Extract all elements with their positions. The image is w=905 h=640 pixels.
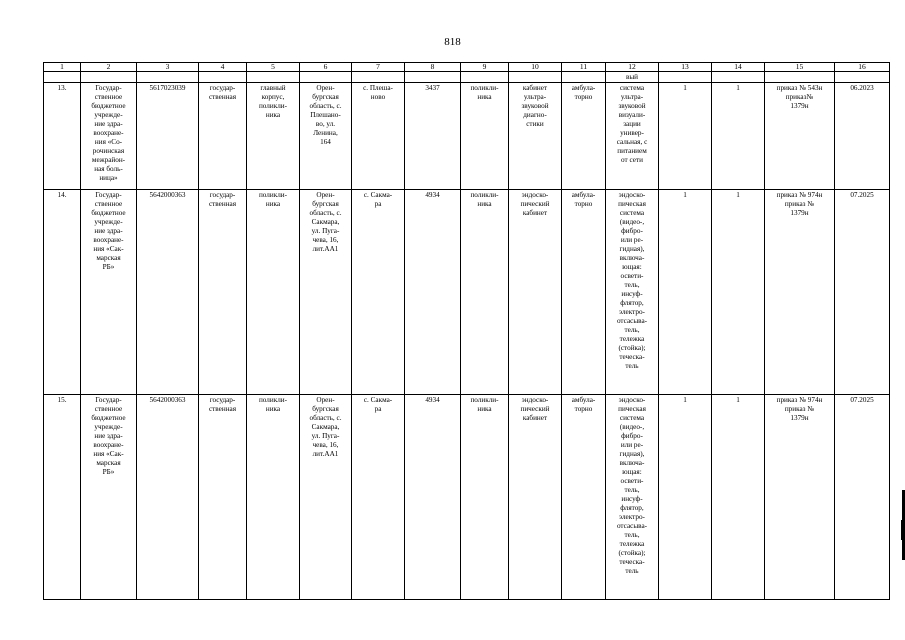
equipment: эндоско- пическая система (видео-, фибро- или ре- гидная), включа- ющая: освети- тель, инсуф- флятор, электро- отсасыва- тель, тележка (стойка); теческа- тель: [606, 395, 659, 600]
quantity: 1: [712, 190, 765, 395]
row-number: 15.: [44, 395, 81, 600]
column-number: 10: [509, 63, 562, 72]
column-number: 11: [562, 63, 606, 72]
equipment-table: [43, 62, 890, 600]
quantity: 1: [659, 190, 712, 395]
locality: с. Сакма- ра: [352, 395, 405, 600]
continuation-row: [44, 72, 890, 83]
column-number: 9: [461, 63, 509, 72]
ownership: государ- ственная: [199, 395, 247, 600]
room: кабинет ультра- звуковой диагно- стики: [509, 83, 562, 190]
building: поликли- ника: [247, 190, 300, 395]
address: Орен- бургская область, с. Сакмара, ул. Пуга- чева, 16, лит.АА1: [300, 395, 352, 600]
address: Орен- бургская область, с. Сакмара, ул. Пуга- чева, 16, лит.АА1: [300, 190, 352, 395]
quantity: 1: [712, 83, 765, 190]
column-number: 1: [44, 63, 81, 72]
table-row: [44, 395, 890, 600]
equipment: система ультра- звуковой визуали- зации универ- сальная, с питанием от сети: [606, 83, 659, 190]
code: 4934: [405, 395, 461, 600]
code: 3437: [405, 83, 461, 190]
room: эндоско- пический кабинет: [509, 395, 562, 600]
order: приказ № 543н приказ№ 1379н: [765, 83, 835, 190]
column-number: 16: [835, 63, 890, 72]
quantity: 1: [659, 83, 712, 190]
row-number: 13.: [44, 83, 81, 190]
page-number: 818: [444, 36, 461, 48]
room: эндоско- пический кабинет: [509, 190, 562, 395]
column-number: 6: [300, 63, 352, 72]
column-number: 3: [137, 63, 199, 72]
quantity: 1: [659, 395, 712, 600]
table-row: [44, 83, 890, 190]
equipment: эндоско- пическая система (видео-, фибро- или ре- гидная), включа- ющая: освети- тель, инсуф- флятор, электро- отсасыва- тель, тележка (стойка); теческа- тель: [606, 190, 659, 395]
column-number: 5: [247, 63, 300, 72]
locality: с. Сакма- ра: [352, 190, 405, 395]
care-type: амбула- торно: [562, 190, 606, 395]
column-number: 2: [81, 63, 137, 72]
column-number: 13: [659, 63, 712, 72]
quantity: 1: [712, 395, 765, 600]
ownership: государ- ственная: [199, 190, 247, 395]
ownership: государ- ственная: [199, 83, 247, 190]
row-number: 14.: [44, 190, 81, 395]
inn: 5642000363: [137, 190, 199, 395]
locality: с. Плеша- ново: [352, 83, 405, 190]
table-row: [44, 190, 890, 395]
column-number: 4: [199, 63, 247, 72]
unit: поликли- ника: [461, 395, 509, 600]
order: приказ № 974н приказ № 1379н: [765, 190, 835, 395]
building: главный корпус, поликли- ника: [247, 83, 300, 190]
unit: поликли- ника: [461, 83, 509, 190]
care-type: амбула- торно: [562, 83, 606, 190]
continuation-text: вый: [606, 72, 659, 83]
column-number: 8: [405, 63, 461, 72]
column-number: 15: [765, 63, 835, 72]
inn: 5642000363: [137, 395, 199, 600]
care-type: амбула- торно: [562, 395, 606, 600]
order: приказ № 974н приказ № 1379н: [765, 395, 835, 600]
date: 07.2025: [835, 190, 890, 395]
column-number: 14: [712, 63, 765, 72]
organization-name: Государ- ственное бюджетное учрежде- ние здра- воохране- ния «Со- рочинская межрайон- ная боль- ница»: [81, 83, 137, 190]
column-number: 7: [352, 63, 405, 72]
building: поликли- ника: [247, 395, 300, 600]
code: 4934: [405, 190, 461, 395]
organization-name: Государ- ственное бюджетное учрежде- ние здра- воохране- ния «Сак- марская РБ»: [81, 395, 137, 600]
organization-name: Государ- ственное бюджетное учрежде- ние здра- воохране- ния «Сак- марская РБ»: [81, 190, 137, 395]
date: 06.2023: [835, 83, 890, 190]
column-number: 12: [606, 63, 659, 72]
unit: поликли- ника: [461, 190, 509, 395]
date: 07.2025: [835, 395, 890, 600]
column-number-row: [44, 63, 890, 72]
inn: 5617023039: [137, 83, 199, 190]
scan-edge-mark: [901, 520, 905, 540]
address: Орен- бургская область, с. Плешано- во, ул. Ленина, 164: [300, 83, 352, 190]
